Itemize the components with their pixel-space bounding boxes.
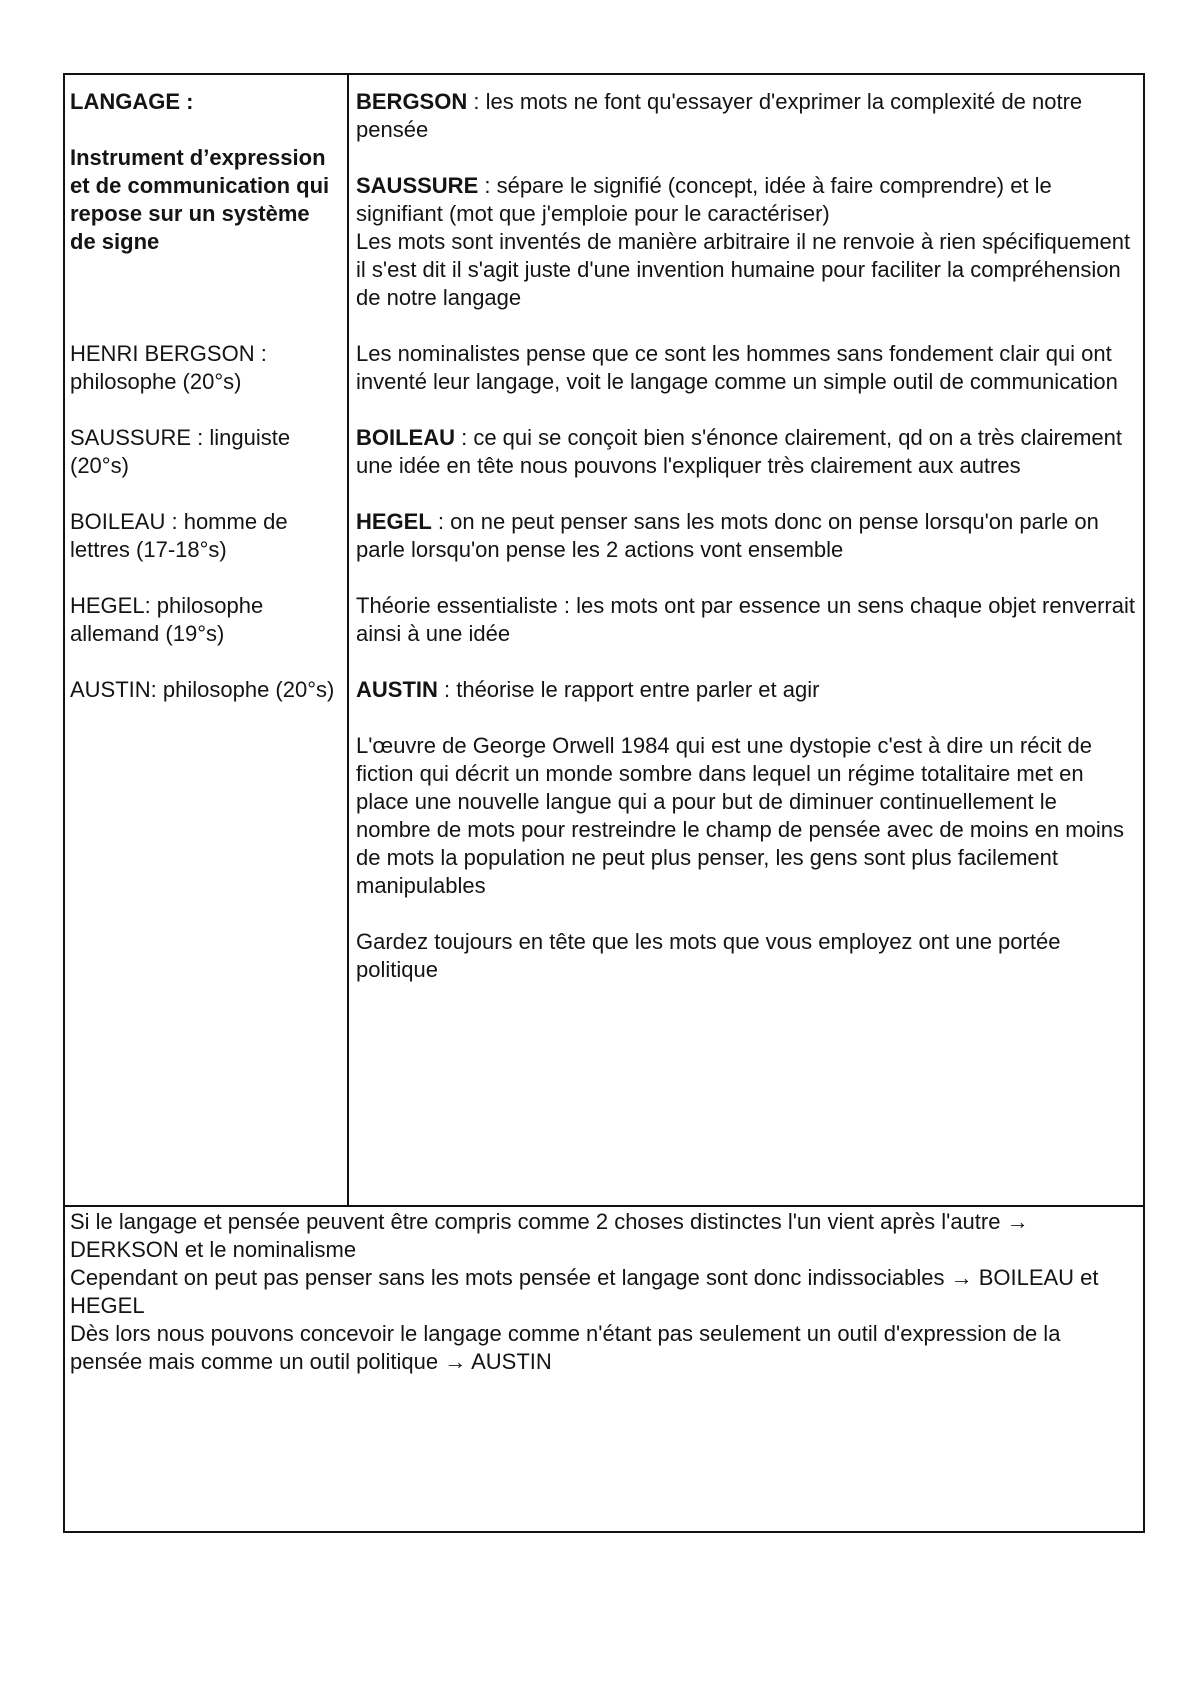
conclusion-row xyxy=(65,1207,1143,1531)
note-paragraph-politique xyxy=(356,928,1137,984)
right-column xyxy=(349,75,1143,1205)
note-text: Gardez toujours en tête que les mots que vous employez ont une portée politique xyxy=(356,929,1061,982)
note-paragraph-boileau xyxy=(356,424,1137,480)
note-paragraph-saussure xyxy=(356,172,1137,312)
note-paragraph-nominalistes xyxy=(356,340,1137,396)
conclusion-line: Dès lors nous pouvons concevoir le langage comme n'étant pas seulement un outil d'expression de la pensée mais comme un outil politique → AUSTIN xyxy=(70,1321,1061,1374)
note-text: : sépare le signifié (concept, idée à faire comprendre) et le signifiant (mot que j'emploie pour le caractériser) xyxy=(356,173,1052,226)
left-column xyxy=(65,75,349,1205)
note-text: L'œuvre de George Orwell 1984 qui est une dystopie c'est à dire un récit de fiction qui décrit un monde sombre dans lequel un régime totalitaire met en place une nouvelle langue qui a pour but de diminuer continuellement le nombre de mots pour restreindre le champ de pensée avec de moins en moins de mots la population ne peut plus penser, les gens sont plus facilement manipulables xyxy=(356,733,1124,898)
author-name: SAUSSURE xyxy=(356,173,479,198)
conclusion-line: Cependant on peut pas penser sans les mots pensée et langage sont donc indissociables → BOILEAU et HEGEL xyxy=(70,1265,1099,1318)
note-text: : les mots ne font qu'essayer d'exprimer la complexité de notre pensée xyxy=(356,89,1083,142)
note-paragraph-essentialiste xyxy=(356,592,1137,648)
topic-definition: Instrument d’expression et de communication qui repose sur un système de signe xyxy=(70,145,330,254)
table-top-row xyxy=(65,75,1143,1207)
note-paragraph-hegel xyxy=(356,508,1137,564)
topic-title: LANGAGE : xyxy=(70,89,194,114)
author-entry-bergson: HENRI BERGSON : philosophe (20°s) xyxy=(70,341,267,394)
conclusion-line: Si le langage et pensée peuvent être compris comme 2 choses distinctes l'un vient après l'autre → DERKSON et le nominalisme xyxy=(70,1209,1029,1262)
author-entry-austin: AUSTIN: philosophe (20°s) xyxy=(70,677,335,702)
author-name: AUSTIN xyxy=(356,677,438,702)
author-entry-hegel: HEGEL: philosophe allemand (19°s) xyxy=(70,593,264,646)
author-name: BOILEAU xyxy=(356,425,455,450)
note-text: : on ne peut penser sans les mots donc on pense lorsqu'on parle on parle lorsqu'on pense les 2 actions vont ensemble xyxy=(356,509,1099,562)
notes-table xyxy=(63,73,1145,1533)
note-paragraph-bergson xyxy=(356,88,1137,144)
note-text: Les nominalistes pense que ce sont les hommes sans fondement clair qui ont inventé leur langage, voit le langage comme un simple outil de communication xyxy=(356,341,1118,394)
author-entry-saussure: SAUSSURE : linguiste (20°s) xyxy=(70,425,291,478)
note-paragraph-orwell xyxy=(356,732,1137,900)
note-paragraph-austin xyxy=(356,676,1137,704)
note-text: : théorise le rapport entre parler et agir xyxy=(437,677,820,702)
note-text: : ce qui se conçoit bien s'énonce clairement, qd on a très clairement une idée en tête nous pouvons l'expliquer très clairement aux autres xyxy=(356,425,1123,478)
author-name: HEGEL xyxy=(356,509,432,534)
note-text: Théorie essentialiste : les mots ont par essence un sens chaque objet renverrait ainsi à une idée xyxy=(356,593,1135,646)
author-name: BERGSON xyxy=(356,89,468,114)
author-entry-boileau: BOILEAU : homme de lettres (17-18°s) xyxy=(70,509,288,562)
note-text-continuation: Les mots sont inventés de manière arbitraire il ne renvoie à rien spécifiquement il s'est dit il s'agit juste d'une invention humaine pour faciliter la compréhension de notre langage xyxy=(356,229,1131,310)
